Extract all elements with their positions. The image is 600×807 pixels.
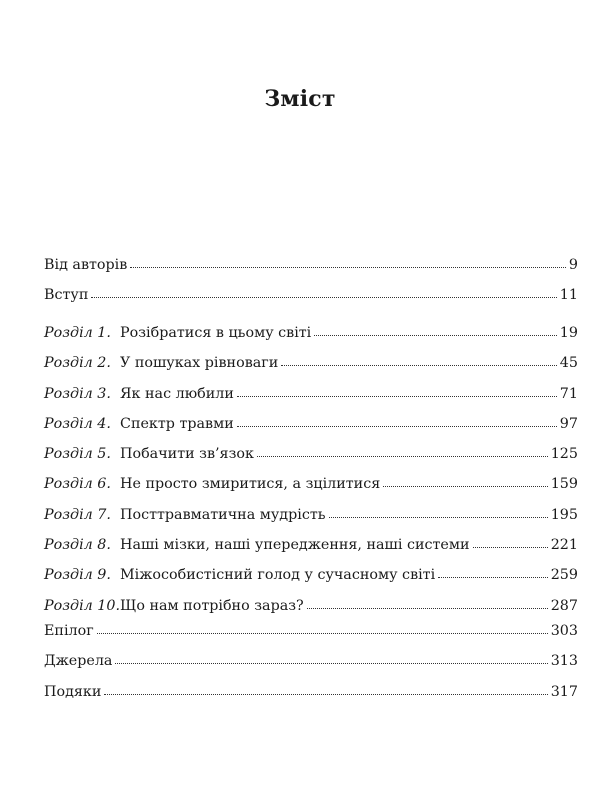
toc-chapter-entry[interactable]	[44, 348, 578, 378]
toc-entry[interactable]	[44, 616, 578, 646]
dot-leader	[281, 364, 557, 366]
dot-leader	[314, 334, 557, 336]
chapter-title: Спектр травми	[120, 415, 234, 432]
chapter-label: Розділ 10.	[44, 597, 121, 614]
chapter-title: У пошуках рівноваги	[120, 355, 279, 372]
dot-leader	[130, 266, 566, 268]
chapter-label: Розділ 2.	[44, 355, 111, 372]
toc-entry-page: 11	[559, 287, 578, 304]
chapter-label: Розділ 1.	[44, 325, 111, 341]
toc-entry[interactable]	[44, 250, 578, 280]
dot-leader	[383, 485, 547, 487]
dot-leader	[237, 395, 557, 397]
chapter-label: Розділ 6.	[44, 476, 111, 493]
toc-entry-page: 303	[550, 623, 578, 639]
chapter-label: Розділ 9.	[44, 567, 111, 584]
toc-entry-page: 317	[550, 683, 578, 700]
toc-chapter-entry[interactable]	[44, 560, 578, 590]
chapter-page: 259	[550, 567, 578, 584]
chapter-label: Розділ 3.	[44, 385, 111, 402]
chapter-page: 125	[550, 446, 578, 463]
toc-entry-title: Джерела	[44, 653, 113, 670]
chapter-title: Наші мізки, наші упередження, наші системи	[120, 537, 470, 554]
toc-front-matter	[44, 250, 578, 311]
chapter-label: Розділ 5.	[44, 446, 111, 463]
toc-chapters	[44, 318, 578, 621]
chapter-page: 221	[550, 537, 578, 554]
chapter-label: Розділ 8.	[44, 537, 111, 554]
chapter-title: Побачити зв’язок	[120, 446, 254, 463]
toc-chapter-entry[interactable]	[44, 318, 578, 348]
dot-leader	[438, 576, 548, 578]
dot-leader	[115, 662, 547, 664]
chapter-title: Розібратися в цьому світі	[120, 325, 312, 341]
dot-leader	[307, 607, 548, 609]
toc-chapter-entry[interactable]	[44, 439, 578, 469]
toc-entry-page: 313	[550, 653, 578, 670]
toc-chapter-entry[interactable]	[44, 500, 578, 530]
toc-back-matter	[44, 616, 578, 707]
dot-leader	[329, 516, 548, 518]
toc-entry[interactable]	[44, 646, 578, 676]
chapter-title: Як нас любили	[120, 385, 234, 402]
chapter-label: Розділ 7.	[44, 506, 111, 523]
toc-chapter-entry[interactable]	[44, 530, 578, 560]
toc-chapter-entry[interactable]	[44, 469, 578, 499]
chapter-page: 71	[559, 385, 578, 402]
chapter-page: 195	[550, 506, 578, 523]
dot-leader	[257, 455, 548, 457]
toc-entry-title: Епілог	[44, 623, 94, 639]
chapter-title: Що нам потрібно зараз?	[120, 597, 304, 614]
chapter-title: Міжособистісний голод у сучасному світі	[120, 567, 436, 584]
dot-leader	[237, 425, 557, 427]
page-title: Зміст	[264, 86, 336, 112]
chapter-page: 97	[559, 415, 578, 432]
chapter-page: 287	[550, 597, 578, 614]
toc-chapter-entry[interactable]	[44, 409, 578, 439]
toc-entry-title: Подяки	[44, 683, 102, 700]
chapter-page: 19	[559, 325, 578, 341]
chapter-page: 45	[559, 355, 578, 372]
toc-entry-title: Від авторів	[44, 257, 128, 273]
toc-entry[interactable]	[44, 280, 578, 310]
toc-entry-title: Вступ	[44, 287, 89, 304]
dot-leader	[473, 546, 548, 548]
dot-leader	[104, 693, 547, 695]
chapter-page: 159	[550, 476, 578, 493]
toc-entry[interactable]	[44, 677, 578, 707]
chapter-title: Посттравматична мудрість	[120, 506, 326, 523]
toc-entry-page: 9	[568, 257, 578, 273]
chapter-label: Розділ 4.	[44, 415, 111, 432]
toc-chapter-entry[interactable]	[44, 379, 578, 409]
dot-leader	[91, 296, 556, 298]
dot-leader	[97, 632, 548, 634]
chapter-title: Не просто змиритися, а зцілитися	[120, 476, 381, 493]
